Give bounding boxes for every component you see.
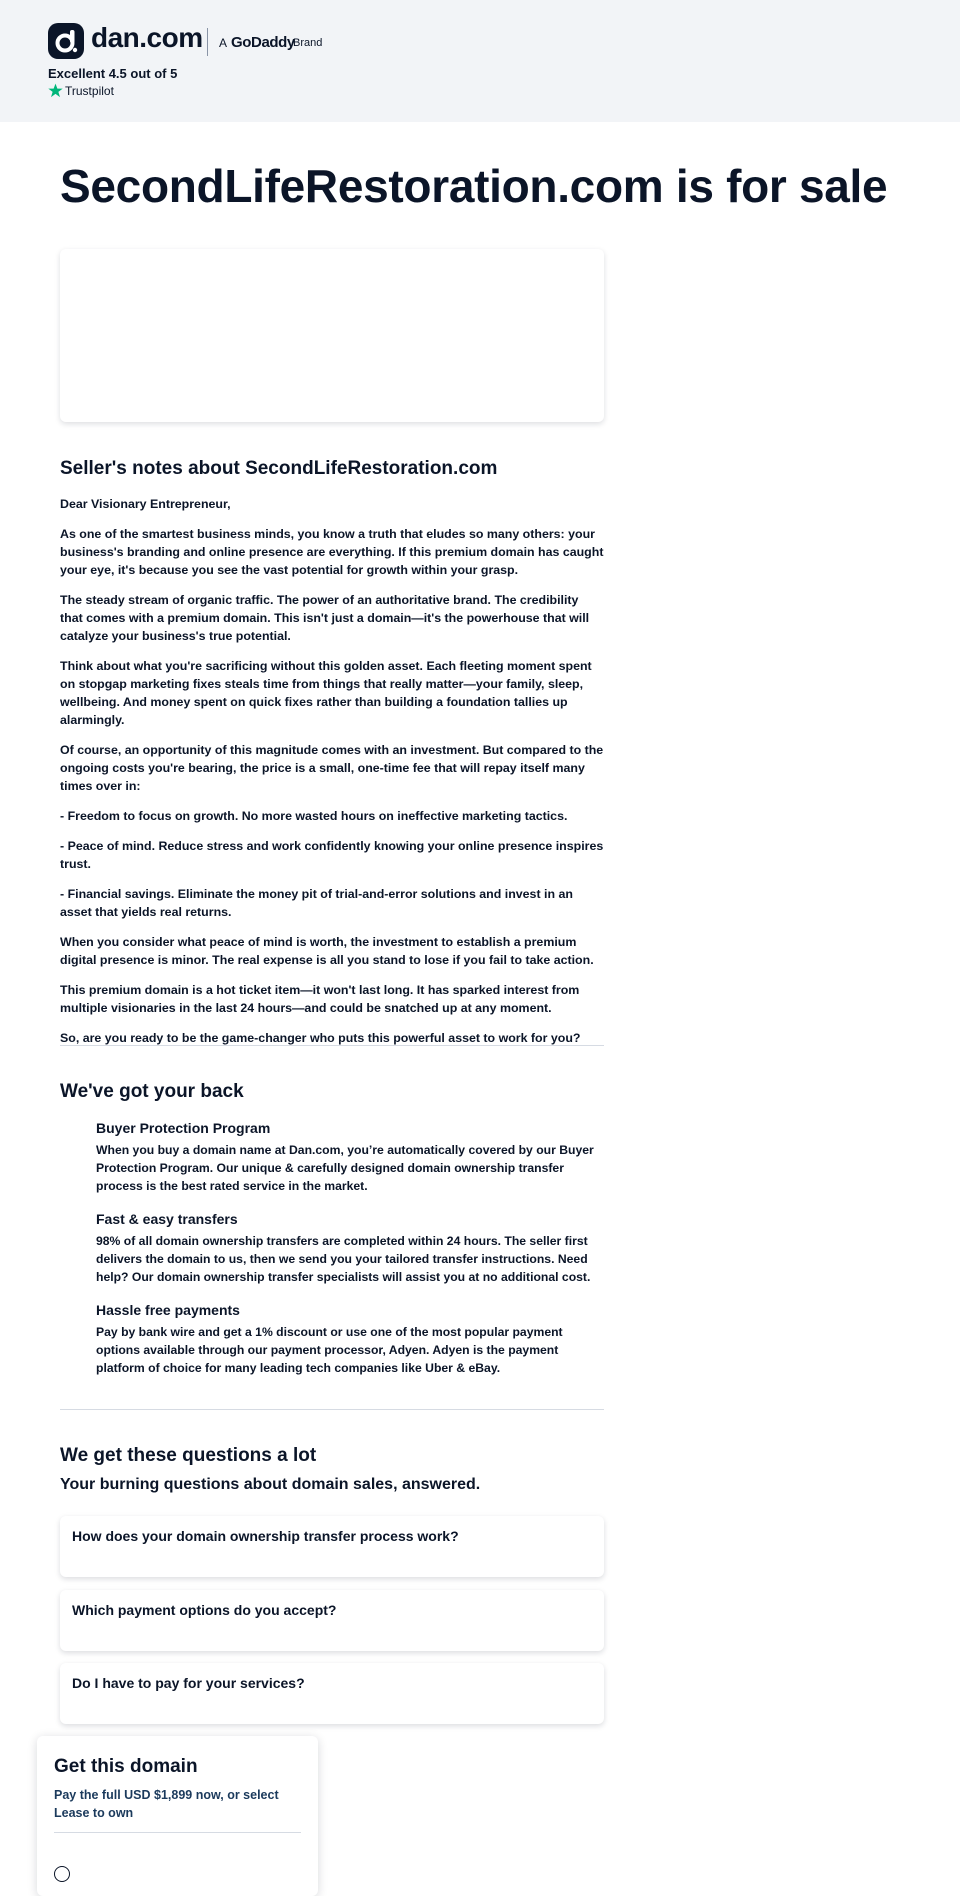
buy-subtitle: Pay the full USD $1,899 now, or select Lease to own [54, 1788, 279, 1820]
feature-buyer-protection [96, 1118, 604, 1195]
faq-title: We get these questions a lot [60, 1445, 317, 1466]
got-your-back-title: We've got your back [60, 1081, 244, 1102]
logo-divider [207, 28, 208, 56]
logo-text[interactable]: dan.com [91, 22, 203, 53]
section-divider [60, 1409, 604, 1410]
notes-paragraph: This premium domain is a hot ticket item—it won't last long. It has sparked interest from multiple visionaries in the last 24 hours—and could be snatched up at any moment. [60, 983, 580, 1015]
notes-paragraph: When you consider what peace of mind is worth, the investment to establish a premium digital presence is minor. The real expense is all you stand to lose if you fail to take action. [60, 935, 594, 967]
godaddy-brand: GoDaddy [231, 34, 295, 51]
dan-logo-icon[interactable] [48, 23, 84, 59]
feature-hassle-free-payments [96, 1300, 604, 1377]
notes-paragraph: So, are you ready to be the game-changer who puts this powerful asset to work for you? [60, 1031, 581, 1045]
faq-section [60, 1444, 604, 1496]
brand-prefix: A [219, 36, 228, 50]
feature-title: Buyer Protection Program [96, 1120, 271, 1136]
feature-text: Pay by bank wire and get a 1% discount or use one of the most popular payment options available through our payment processor, Adyen. Adyen is the payment platform of choice for many leading tech companies like Uber & eBay. [96, 1325, 563, 1375]
got-your-back-section [60, 1080, 604, 1377]
buy-title: Get this domain [54, 1756, 198, 1777]
faq-item[interactable] [60, 1590, 604, 1651]
feature-fast-transfers [96, 1209, 604, 1286]
section-divider [60, 1045, 604, 1046]
faq-question[interactable]: Do I have to pay for your services? [72, 1675, 305, 1691]
seller-notes [60, 457, 604, 1047]
feature-title: Fast & easy transfers [96, 1211, 238, 1227]
faq-question[interactable]: Which payment options do you accept? [72, 1602, 337, 1618]
notes-paragraph: Think about what you're sacrificing without this golden asset. Each fleeting moment spent on stopgap marketing fixes steals time from things that really matter—your family, sleep, wellbeing. And money spent on quick fixes rather than building a foundation tallies up alarmingly. [60, 659, 592, 727]
brand-suffix: Brand [293, 37, 323, 49]
notes-paragraph: The steady stream of organic traffic. The power of an authoritative brand. The credibility that comes with a premium domain. This isn't just a domain—it's the powerhouse that will catalyze your business's true potential. [60, 593, 590, 643]
buy-domain-panel [37, 1736, 318, 1896]
faq-question[interactable]: How does your domain ownership transfer process work? [72, 1528, 459, 1544]
feature-text: When you buy a domain name at Dan.com, you’re automatically covered by our Buyer Protection Program. Our unique & carefully designed domain ownership transfer process is the best rated service in the market. [96, 1143, 594, 1193]
page-title: SecondLifeRestoration.com is for sale [60, 160, 888, 212]
faq-item[interactable] [60, 1516, 604, 1577]
purchase-option-radio[interactable] [54, 1866, 70, 1882]
notes-paragraph: Dear Visionary Entrepreneur, [60, 497, 231, 511]
feature-text: 98% of all domain ownership transfers are completed within 24 hours. The seller first delivers the domain to us, then we send you your tailored transfer instructions. Need help? Our domain ownership transfer specialists will assist you at no additional cost. [96, 1234, 591, 1284]
faq-subtitle: Your burning questions about domain sales, answered. [60, 1476, 481, 1493]
notes-paragraph: - Freedom to focus on growth. No more wasted hours on ineffective marketing tactics. [60, 809, 568, 823]
notes-paragraph: Of course, an opportunity of this magnitude comes with an investment. But compared to the ongoing costs you're bearing, the price is a small, one-time fee that will repay itself many times over in: [60, 743, 604, 793]
feature-title: Hassle free payments [96, 1302, 240, 1318]
seller-notes-title: Seller's notes about SecondLifeRestoration.com [60, 458, 498, 479]
notes-paragraph: As one of the smartest business minds, you know a truth that eludes so many others: your business's branding and online presence are everything. If this premium domain has caught your eye, it's because you see the vast potential for growth within your grasp. [60, 527, 604, 577]
trustpilot-label[interactable]: Trustpilot [65, 84, 114, 98]
notes-paragraph: - Financial savings. Eliminate the money pit of trial-and-error solutions and invest in an asset that yields real returns. [60, 887, 573, 919]
media-card [60, 249, 604, 422]
trustpilot-star-icon [48, 83, 63, 98]
notes-paragraph: - Peace of mind. Reduce stress and work confidently knowing your online presence inspires trust. [60, 839, 604, 871]
buy-divider [54, 1832, 301, 1833]
faq-item[interactable] [60, 1663, 604, 1724]
site-header [0, 0, 960, 122]
rating-text: Excellent 4.5 out of 5 [48, 66, 178, 81]
